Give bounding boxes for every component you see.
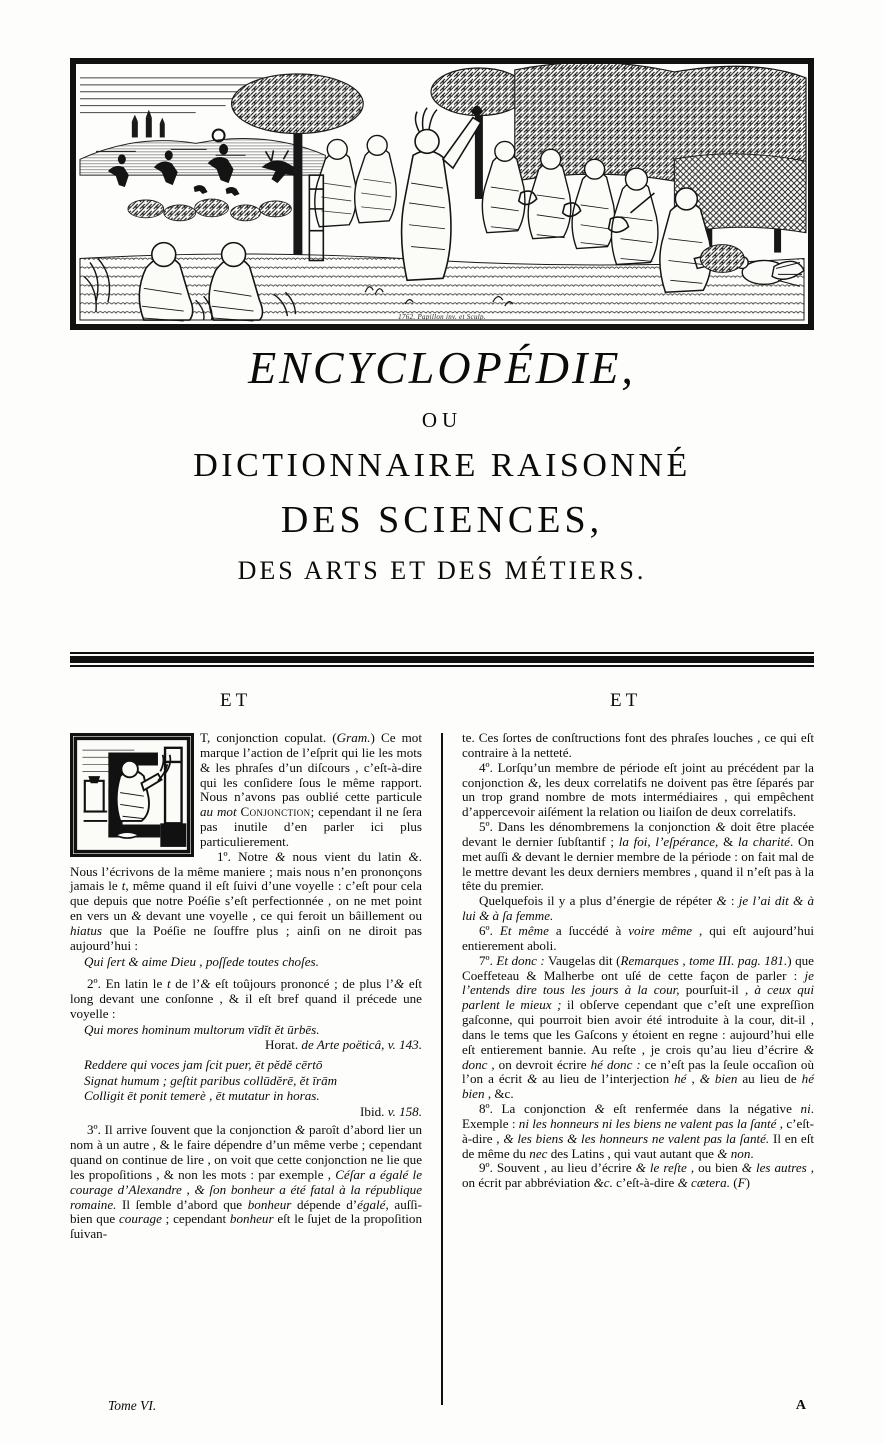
verse-quote-french: Qui ſert & aime Dieu , poſſede toutes choſes. (84, 953, 319, 969)
item-number-5: 5º. (479, 819, 493, 835)
label-gram: Gram. (336, 730, 371, 745)
title-ou: OU (421, 408, 463, 433)
citation-ibid: Ibid. v. 158. (360, 1103, 422, 1119)
paragraph-item-3: 3º. Il arrive ſouvent que la conjonction & paroît d’abord lier un nom à un autre , & le faire dépendre d’un même verbe ; cependant quand on continue de lire , on voit que cette conjonction ne lie que les propoſitions , & non les mots : par exemple , Céſar a égalé le courage d’Alexandre , & ſon bonheur a été fatal à la république romaine. Il ſemble d’abord que bonheur dépende d’égalé, auſſi-bien que courage ; cependant bonheur eſt le ſujet de la propoſition ſuivan- (70, 1122, 423, 1242)
item-number-9: 9º. (479, 1160, 493, 1176)
item-number-8: 8º. (479, 1101, 493, 1117)
item-number-4: 4º. (479, 759, 493, 775)
author-signature-f: F (737, 1175, 746, 1191)
paragraph-item-4: 4º. Lorſqu’un membre de période eſt joint au précédent par la conjonction &, les deux correlatifs ne doivent pas être ſéparés par un trop grand nombre de mots intermédiaires , qui empêchent d’appercevoir aiſément la relation ou liaiſon de deux correlatifs. (462, 759, 814, 820)
item-number-3: 3º. (87, 1122, 101, 1138)
headpiece-vignette (70, 58, 814, 330)
headword-letter: T (200, 730, 208, 745)
paragraph-item-9: 9º. Souvent , au lieu d’écrire & le reſte , ou bien & les autres , on écrit par abbréviation &c. c’eſt-à-dire & cætera. (F) (462, 1160, 814, 1191)
footline (70, 1398, 814, 1422)
dropcap-initial-e (70, 733, 194, 857)
title-des-sciences: DES SCIENCES, (280, 499, 604, 542)
paragraph-item-2: 2º. En latin le t de l’& eſt toûjours prononcé ; de plus l’& eſt long devant une conſonne , & il eſt bref quand il précede une voyelle : (70, 976, 422, 1021)
vignette-frame (75, 63, 809, 325)
paragraph-item-6: 6º. Et même a ſuccédé à voire même , qui eſt aujourd’hui entierement aboli. (462, 922, 815, 953)
item-number-1: 1º. (217, 848, 231, 864)
running-head-right: ET (610, 690, 642, 711)
paragraph-item-8: 8º. La conjonction & eſt renfermée dans la négative ni. Exemple : ni les honneurs ni les biens ne valent pas la ſanté , c’eſt-à-dire , & les biens & les honneurs ne valent pas la ſanté. Il en eſt de même du nec des Latins , qui vaut autant que & non. (462, 1101, 815, 1161)
title-encyclopedie: ENCYCLOPÉDIE, (248, 342, 636, 393)
column-right (462, 731, 814, 1191)
signature-mark: A (795, 1398, 806, 1413)
column-left (70, 731, 422, 1242)
running-head-left: ET (220, 690, 252, 711)
paragraph-item-1: 1º. Notre & nous vient du latin &. Nous l’écrivons de la même maniere ; mais nous n’en prononçons jamais le t, même quand il eſt ſuivi d’une voyelle : c’eſt pour cela que depuis que notre Poéſie s’eſt perfectionnée , on ne met point en vers un & devant une voyelle , ce qui feroit un bâillement ou hiatus que la Poéſie ne ſouffre plus ; ainſi on ne diroit pas aujourd’hui : (70, 848, 422, 953)
rule-thin-bottom (70, 665, 814, 667)
pastoral-engraving-illustration (76, 64, 808, 324)
title-block (0, 344, 884, 586)
paragraph-item-7: 7º. Et donc : Vaugelas dit (Remarques , tome III. pag. 181.) que Coeffeteau & Malherbe ont uſé de cette façon de parler : je l’entends dire tous les jours à la cour, pourſuit-il , à ceux qui parlent le mieux ; il obſerve cependant que c’eſt une expreſſion gaſconne, qui pourroit bien avoir été introduite à la cour, dit-il , dans le tems que les Gaſcons y étoient en regne : aujourd’hui elle eſt entierement bannie. Au reſte , je crois qu’au lieu d’écrire & donc , on devroit écrire hé donc : ce n’eſt pas la ſeule occaſion où l’on a écrit & au lieu de l’interjection hé , & bien au lieu de hé bien , &c. (462, 952, 815, 1102)
verse-line-2: Signat humum ; geſtit paribus collūdĕrē, ĕt īrām (84, 1072, 338, 1088)
title-dictionnaire: DICTIONNAIRE RAISONNÉ (193, 447, 691, 485)
paragraph-continuation: te. Ces ſortes de conſtructions font des phraſes louches , ce qui eſt contraire à la netteté. (462, 730, 814, 760)
volume-label: Tome VI. (108, 1398, 157, 1413)
text-columns (70, 731, 814, 1421)
item-number-6: 6º. (479, 922, 493, 938)
paragraph-item-5: 5º. Dans les dénombremens la conjonction & doit être placée devant le dernier ſubſtantif ; la foi, l’eſpérance, & la charité. On met auſſi & devant le dernier membre de la période : on fait mal de le mettre devant les deux derniers membres , quand il n’eſt pas à la tête du premier. (462, 819, 815, 894)
verse-line-1: Reddere qui voces jam ſcit puer, ēt pĕdĕ cērtō (84, 1056, 323, 1072)
item-number-2: 2º. (87, 976, 101, 992)
verse-line-3: Colligit ēt ponit temerè , ēt mutatur in horas. (84, 1088, 320, 1104)
column-divider-rule (441, 733, 443, 1405)
divider-rules (70, 652, 814, 667)
historiated-initial-illustration (73, 736, 191, 854)
title-des-arts: DES ARTS ET DES MÉTIERS. (237, 556, 647, 586)
rule-thick (70, 656, 814, 663)
item-number-7: 7º. (479, 952, 493, 968)
engraver-signature: 1762. Papillon inv. et Sculp. (398, 313, 486, 321)
paragraph-quelquefois: Quelquefois il y a plus d’énergie de répéter & : je l’ai dit & à lui & à ſa femme. (462, 893, 815, 924)
running-heads (70, 690, 814, 720)
verse-quote-horace: Qui mores hominum multorum vīdĭt ĕt ūrbēs. (84, 1021, 320, 1037)
paragraph-opening: T, conjonction copulat. (Gram.) Ce mot marque l’action de l’eſprit qui lie les mots & les phraſes d’un diſcours , c’eſt-à-dire qui les conſidere ſous le même rapport. Nous n’avons pas oublié cette particule au mot Conjonction; cependant il ne ſera pas inutile d’en parler ici plus particulierement. (200, 730, 422, 849)
crossref-conjonction: Conjonction (240, 804, 311, 820)
citation-horace: Horat. de Arte poëticâ, v. 143. (265, 1037, 422, 1053)
